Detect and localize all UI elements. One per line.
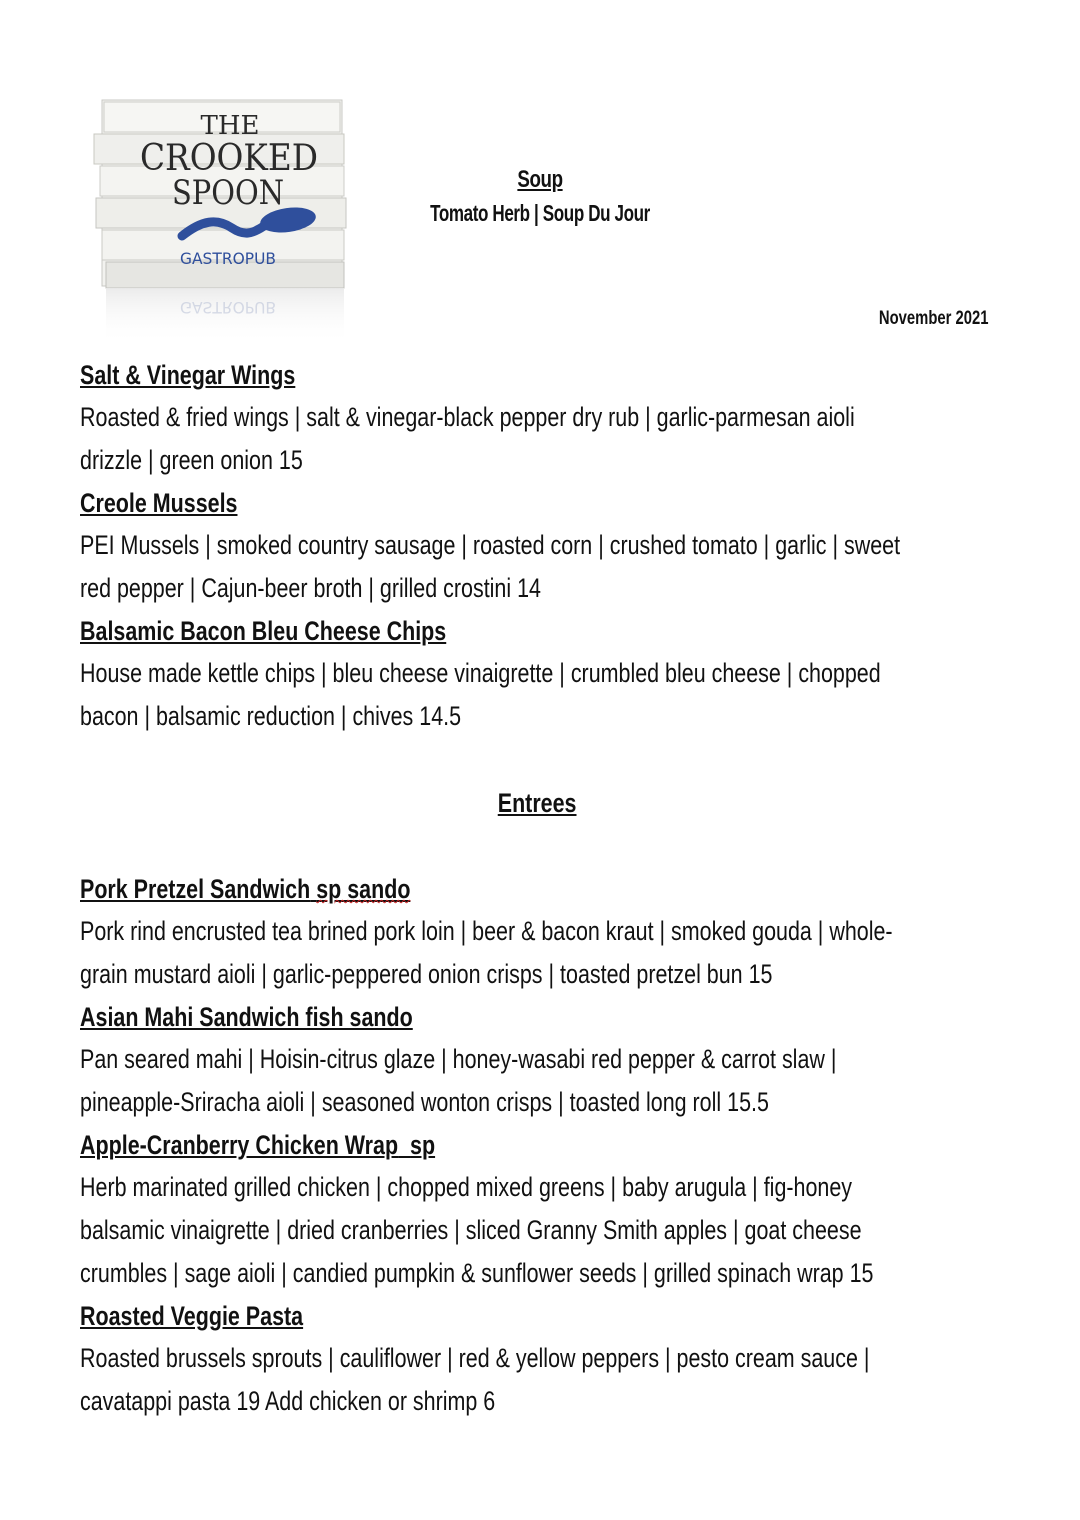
logo-text-gastropub: GASTROPUB xyxy=(180,249,276,268)
item-description xyxy=(80,1337,994,1423)
entrees-title: Entrees xyxy=(497,788,577,818)
description-line: Pork rind encrusted tea brined pork loin | beer & bacon kraut | smoked gouda | whole- xyxy=(80,916,893,946)
item-description xyxy=(80,1038,994,1124)
soup-section xyxy=(380,166,700,227)
entree-item xyxy=(80,1295,994,1423)
entree-item xyxy=(80,868,994,996)
logo-graphic xyxy=(92,96,348,346)
description-line: Roasted brussels sprouts | cauliflower | red & yellow peppers | pesto cream sauce | xyxy=(80,1343,870,1373)
description-line: pineapple-Sriracha aioli | seasoned wonton crisps | toasted long roll 15.5 xyxy=(80,1087,769,1117)
starter-item xyxy=(80,610,994,738)
item-name xyxy=(80,868,994,910)
item-name: Salt & Vinegar Wings xyxy=(80,360,296,390)
item-name: Roasted Veggie Pasta xyxy=(80,1301,304,1331)
item-name: Asian Mahi Sandwich fish sando xyxy=(80,1002,413,1032)
item-name xyxy=(80,1124,994,1166)
item-description xyxy=(80,1166,994,1295)
logo-text-the: THE xyxy=(200,111,260,141)
item-description xyxy=(80,910,994,996)
item-name: Balsamic Bacon Bleu Cheese Chips xyxy=(80,616,447,646)
entree-item xyxy=(80,1124,994,1295)
restaurant-logo xyxy=(92,96,348,346)
item-description xyxy=(80,524,994,610)
item-name-text: Apple-Cranberry Chicken Wrap xyxy=(80,1130,399,1160)
description-line: red pepper | Cajun-beer broth | grilled crostini 14 xyxy=(80,573,541,603)
description-line: cavatappi pasta 19 Add chicken or shrimp 6 xyxy=(80,1386,496,1416)
description-line: bacon | balsamic reduction | chives 14.5 xyxy=(80,701,462,731)
description-line: House made kettle chips | bleu cheese vinaigrette | crumbled bleu cheese | chopped xyxy=(80,658,881,688)
item-name-text: Pork Pretzel Sandwich xyxy=(80,874,311,904)
description-line: PEI Mussels | smoked country sausage | roasted corn | crushed tomato | garlic | sweet xyxy=(80,530,901,560)
description-line: grain mustard aioli | garlic-peppered onion crisps | toasted pretzel bun 15 xyxy=(80,959,773,989)
description-line: Roasted & fried wings | salt & vinegar-black pepper dry rub | garlic-parmesan aioli xyxy=(80,402,855,432)
item-name: Creole Mussels xyxy=(80,488,238,518)
description-line: balsamic vinaigrette | dried cranberries | sliced Granny Smith apples | goat cheese xyxy=(80,1215,862,1245)
logo-reflection: GASTROPUB xyxy=(180,298,276,317)
soup-items: Tomato Herb | Soup Du Jour xyxy=(430,200,650,226)
item-description xyxy=(80,396,994,482)
description-line: crumbles | sage aioli | candied pumpkin & sunflower seeds | grilled spinach wrap 15 xyxy=(80,1258,874,1288)
description-line: Pan seared mahi | Hoisin-citrus glaze | honey-wasabi red pepper & carrot slaw | xyxy=(80,1044,837,1074)
logo-text-spoon: SPOON xyxy=(172,173,284,213)
menu-date: November 2021 xyxy=(878,308,988,329)
entree-item xyxy=(80,996,994,1124)
item-note: sp sando xyxy=(316,874,411,904)
soup-title: Soup xyxy=(517,166,563,193)
starter-item xyxy=(80,482,994,610)
starter-item xyxy=(80,354,994,482)
logo-text-crooked: CROOKED xyxy=(140,138,318,179)
item-description xyxy=(80,652,994,738)
menu-body xyxy=(80,354,994,1423)
description-line: drizzle | green onion 15 xyxy=(80,445,303,475)
item-note: sp xyxy=(410,1130,436,1160)
description-line: Herb marinated grilled chicken | chopped mixed greens | baby arugula | fig-honey xyxy=(80,1172,853,1202)
